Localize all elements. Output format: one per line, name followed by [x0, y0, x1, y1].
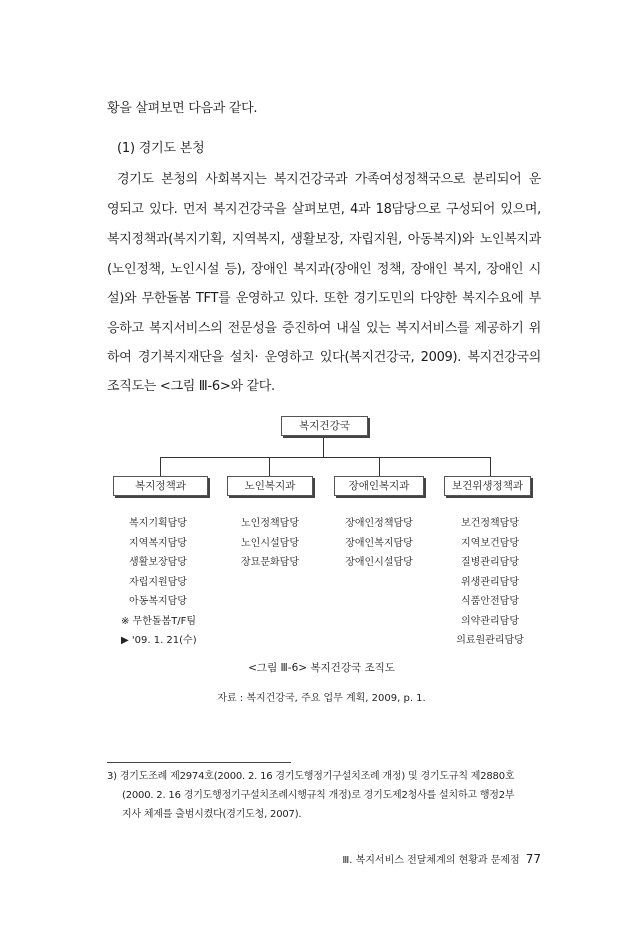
page-number: 77 — [525, 852, 541, 866]
footnote-divider — [107, 762, 291, 763]
unit-item: 복지기획담당 — [129, 518, 187, 529]
unit-item: 의약관리담당 — [461, 615, 519, 627]
unit-item: 장애인복지담당 — [345, 537, 413, 549]
page-footer — [342, 851, 541, 866]
unit-item: 의료원관리담당 — [456, 635, 524, 646]
footnote-line: 3) 경기도조례 제2974호(2000. 2. 16 경기도행정기구설치조례 개정) 및 경기도규칙 제2880호 — [107, 771, 515, 782]
paragraph-line: (노인정책, 노인시설 등), 장애인 복지과(장애인 정책, 장애인 복지, 장애인 시 — [107, 262, 541, 277]
unit-item: 장묘문화담당 — [241, 557, 299, 568]
unit-item: 노인시설담당 — [241, 537, 299, 549]
dept-box-welfare-policy: 복지정책과 — [113, 476, 208, 496]
running-title: Ⅲ. 복지서비스 전달체계의 현황과 문제점 — [342, 855, 520, 866]
unit-item: 지역보건담당 — [461, 537, 519, 549]
units-health-hygiene — [444, 514, 536, 651]
unit-item-tf-team: ※ 무한돌봄T/F팀 — [121, 615, 197, 627]
unit-item: 아동복지담당 — [129, 596, 187, 607]
paragraph-line: 하여 경기복지재단을 설치· 운영하고 있다(복지건강국, 2009). 복지건강국의 — [107, 350, 541, 365]
dept-box-health-hygiene: 보건위생정책과 — [444, 476, 531, 496]
footnote-line: (2000. 2. 16 경기도행정기구설치조례시행규칙 개정)로 경기도제2청사를 설치하고 행정2부 — [122, 790, 515, 801]
intro-text: 황을 살펴보면 다음과 같다. — [107, 101, 258, 116]
figure-caption: <그림 Ⅲ-6> 복지건강국 조직도 — [248, 662, 395, 674]
unit-item-date: ▶ '09. 1. 21(수) — [121, 635, 197, 646]
unit-item: 보건정책담당 — [461, 518, 519, 529]
footnote-line: 지사 체제를 출범시켰다(경기도청, 2007). — [122, 809, 302, 820]
unit-item: 지역복지담당 — [129, 537, 187, 549]
dept-box-disability-welfare: 장애인복지과 — [334, 476, 424, 496]
root-connector — [323, 436, 324, 457]
dept-box-elderly-welfare: 노인복지과 — [227, 476, 313, 496]
branch-connector — [160, 457, 161, 476]
branch-connector — [490, 457, 491, 476]
units-welfare-policy — [121, 514, 197, 651]
paragraph-line: 응하고 복지서비스의 전문성을 증진하여 내실 있는 복지서비스를 제공하기 위 — [107, 321, 541, 336]
branch-connector — [269, 457, 270, 476]
paragraph-line: 영되고 있다. 먼저 복지건강국을 살펴보면, 4과 18담당으로 구성되어 있으며, — [107, 202, 541, 217]
paragraph-line: 복지정책과(복지기획, 지역복지, 생활보장, 자립지원, 아동복지)와 노인복지과 — [107, 232, 541, 247]
units-disability-welfare — [334, 514, 424, 573]
paragraph-line: 조직도는 <그림 Ⅲ-6>와 같다. — [107, 379, 275, 394]
paragraph-line: 설)와 무한돌봄 TFT를 운영하고 있다. 또한 경기도민의 다양한 복지수요에 부 — [107, 291, 541, 306]
unit-item: 위생관리담당 — [461, 576, 519, 588]
section-heading: (1) 경기도 본청 — [117, 141, 205, 156]
units-elderly-welfare — [227, 514, 313, 573]
horizontal-connector — [160, 457, 490, 458]
unit-item: 자립지원담당 — [129, 576, 187, 588]
unit-item: 식품안전담당 — [461, 596, 519, 607]
org-root-box: 복지건강국 — [281, 416, 368, 436]
unit-item: 장애인시설담당 — [345, 557, 413, 568]
paragraph-line: 경기도 본청의 사회복지는 복지건강국과 가족여성정책국으로 분리되어 운 — [117, 172, 541, 187]
branch-connector — [379, 457, 380, 476]
unit-item: 질병관리담당 — [461, 557, 519, 568]
unit-item: 생활보장담당 — [129, 557, 187, 568]
unit-item: 장애인정책담당 — [345, 518, 413, 529]
unit-item: 노인정책담당 — [241, 518, 299, 529]
figure-source: 자료 : 복지건강국, 주요 업무 계획, 2009, p. 1. — [217, 693, 426, 704]
